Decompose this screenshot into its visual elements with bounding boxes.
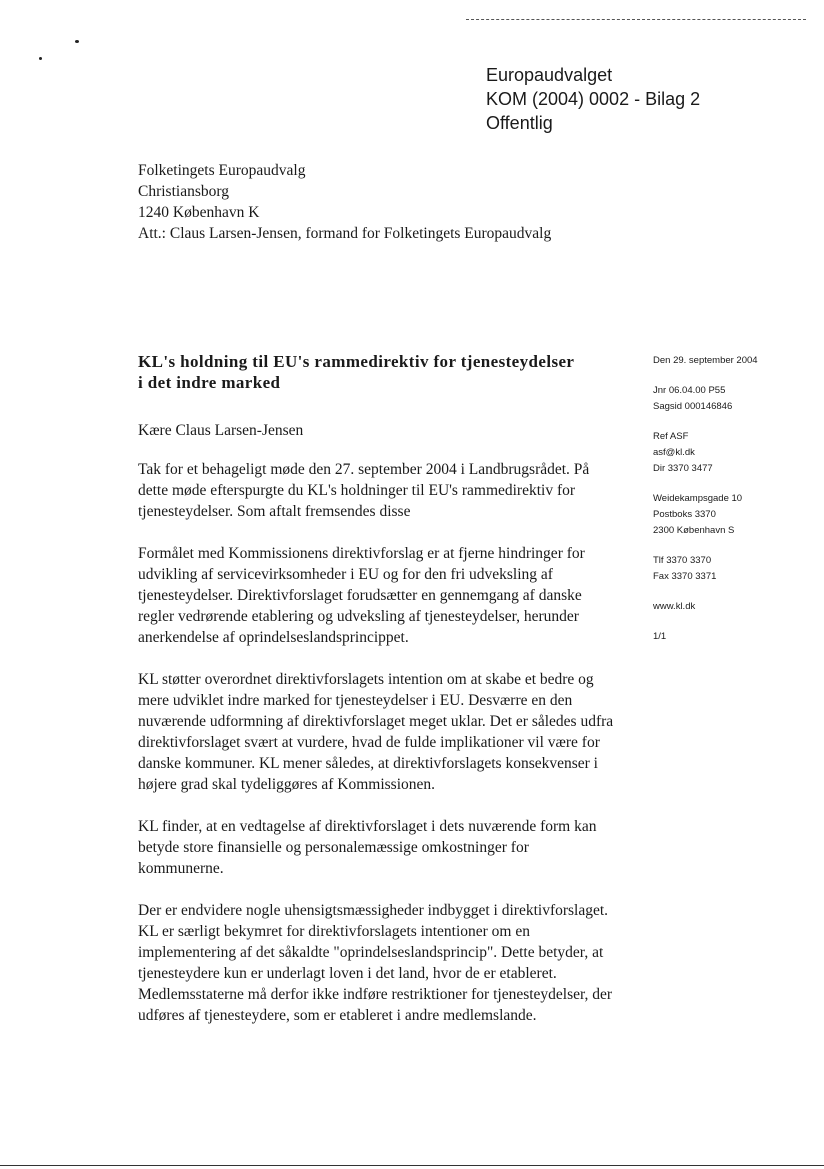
body-paragraph: KL finder, at en vedtagelse af direktivforslaget i dets nuværende form kan betyde store finansielle og personalemæssige omkostninger for kommunerne. — [138, 818, 597, 877]
document-status: Offentlig — [486, 113, 553, 133]
recipient-address — [138, 160, 551, 244]
page-count: 1/1 — [653, 631, 667, 642]
scan-speck — [39, 57, 42, 60]
scan-artifact-bottom-line — [0, 1165, 824, 1166]
body-paragraph: KL støtter overordnet direktivforslagets intention om at skabe et bedre og mere udviklet indre marked for tjenesteydelser i EU. Desværre en den nuværende udformning af direktivforslaget meget uklar. Det er således udfra direktivforslaget svært at vurdere, hvad de fulde implikationer vil være for danske kommuner. KL mener således, at direktivforslagets konsekvenser i højere grad skal tydeliggøres af Kommissionen. — [138, 671, 614, 793]
reference: Ref ASF — [653, 431, 689, 442]
fax-number: Fax 3370 3371 — [653, 571, 717, 582]
document-header — [486, 63, 700, 135]
letter-date: Den 29. september 2004 — [653, 355, 758, 366]
website: www.kl.dk — [653, 601, 696, 612]
recipient-line: Christiansborg — [138, 183, 229, 200]
document-reference: KOM (2004) 0002 - Bilag 2 — [486, 89, 701, 109]
recipient-line: Folketingets Europaudvalg — [138, 162, 306, 179]
journal-number: Jnr 06.04.00 P55 — [653, 385, 726, 396]
phone-number: Tlf 3370 3370 — [653, 555, 712, 566]
recipient-attention: Att.: Claus Larsen-Jensen, formand for Folketingets Europaudvalg — [138, 225, 552, 242]
letter-title — [138, 351, 623, 393]
greeting: Kære Claus Larsen-Jensen — [138, 422, 304, 439]
title-line: KL's holdning til EU's rammedirektiv for tjenesteydelser — [138, 352, 575, 371]
street-address: Weidekampsgade 10 — [653, 493, 743, 504]
postal-city: 2300 København S — [653, 525, 735, 536]
recipient-line: 1240 København K — [138, 204, 260, 221]
body-paragraph: Tak for et behageligt møde den 27. september 2004 i Landbrugsrådet. På dette møde efterspurgte du KL's holdninger til EU's rammedirektiv for tjenesteydelser. Som aftalt fremsendes disse — [138, 461, 590, 520]
body-paragraph: Der er endvidere nogle uhensigtsmæssigheder indbygget i direktivforslaget. KL er særligt bekymret for direktivforslagets intentioner om en implementering af det såkaldte "oprindelseslandsprincip". Dette betyder, at tjenesteydere kun er underlagt loven i det land, hvor de er etableret. Medlemsstaterne må derfor ikke indføre restriktioner for tjenesteydelser, der udføres af tjenesteydere, som er etableret i andre medlemslande. — [138, 902, 613, 1024]
postbox: Postboks 3370 — [653, 509, 716, 520]
committee-name: Europaudvalget — [486, 65, 613, 85]
sender-email: asf@kl.dk — [653, 447, 695, 458]
scan-speck — [75, 40, 79, 43]
scan-artifact-top-line — [466, 19, 806, 20]
case-id: Sagsid 000146846 — [653, 401, 733, 412]
body-paragraph: Formålet med Kommissionens direktivforslag er at fjerne hindringer for udvikling af servicevirksomheder i EU og for den fri udveksling af tjenesteydelser. Direktivforslaget forudsætter en gennemgang af danske regler vedrørende etablering og udveksling af tjenesteydelser, herunder anerkendelse af oprindelseslandsprincippet. — [138, 545, 585, 646]
letter-body — [138, 420, 616, 1047]
direct-phone: Dir 3370 3477 — [653, 463, 713, 474]
title-line: i det indre marked — [138, 373, 281, 392]
sender-info-sidebar — [653, 353, 758, 659]
